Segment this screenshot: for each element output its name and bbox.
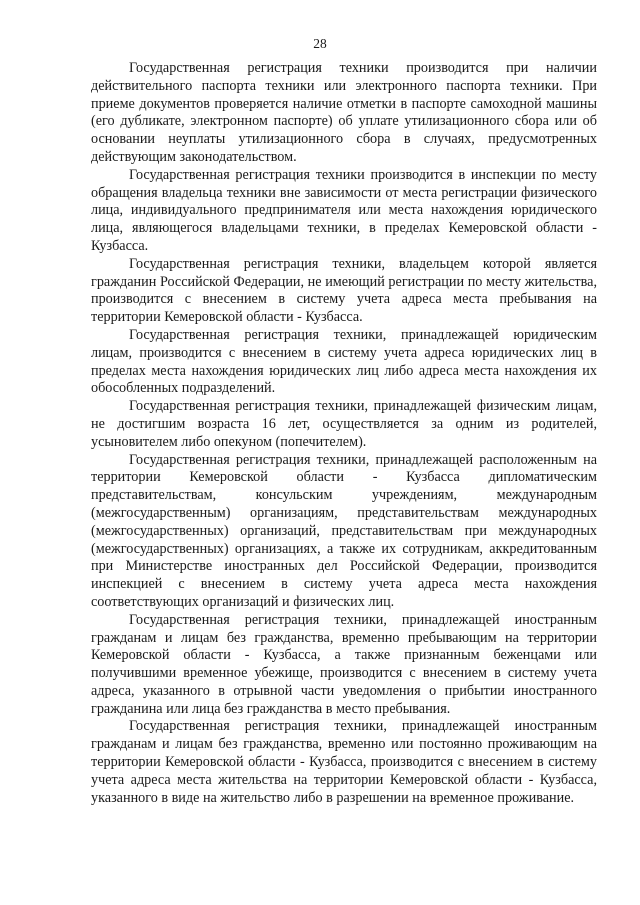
paragraph-resident-foreigners: Государственная регистрация техники, принадлежащей иностранным гражданам и лицам без гражданства, временно или постоянно проживающим на территории Кемеровской области - Кузбасса, производится с внесением в систему учета адреса места жительства на территории Кемеровской области - Кузбасса, указанного в виде на жительство либо в разрешении на временное проживание. — [91, 718, 597, 806]
paragraph-inspection-location: Государственная регистрация техники производится в инспекции по месту обращения владельца техники вне зависимости от места регистрации физического лица, индивидуального предпринимателя или места нахождения юридического лица, являющегося владельцами техники, в пределах Кемеровской области - Кузбасса. — [91, 166, 597, 254]
paragraph-temporary-foreigners: Государственная регистрация техники, принадлежащей иностранным гражданам и лицам без гражданства, временно пребывающим на территории Кемеровской области - Кузбасса, а также признанным беженцами или получившими временное убежище, производится с внесением в систему учета адреса, указанного в отрывной части уведомления о прибытии иностранного гражданина или лица без гражданства в место пребывания. — [91, 611, 597, 717]
paragraph-minors: Государственная регистрация техники, принадлежащей физическим лицам, не достигшим возраста 16 лет, осуществляется за одним из родителей, усыновителем либо опекуном (попечителем). — [91, 398, 597, 450]
document-body — [91, 60, 597, 807]
paragraph-diplomatic-missions: Государственная регистрация техники, принадлежащей расположенным на территории Кемеровской области - Кузбасса дипломатическим представительствам, консульским учреждениям, международным (межгосударственным) организациям, представительствам международных (межгосударственных) организаций, представительствам при международных (межгосударственных) организациях, а также их сотрудникам, аккредитованным при Министерстве иностранных дел Российской Федерации, производится инспекцией с внесением в систему учета адреса места нахождения соответствующих организаций и физических лиц. — [91, 451, 597, 610]
paragraph-legal-entities: Государственная регистрация техники, принадлежащей юридическим лицам, производится с внесением в систему учета адреса юридических лиц в пределах места нахождения юридических лиц либо адреса места нахождения их обособленных подразделений. — [91, 326, 597, 397]
page-number: 28 — [313, 36, 327, 51]
paragraph-no-residence-registration: Государственная регистрация техники, владельцем которой является гражданин Российской Федерации, не имеющий регистрации по месту жительства, производится с внесением в систему учета адреса места пребывания на территории Кемеровской области - Кузбасса. — [91, 255, 597, 326]
paragraph-passport-requirement: Государственная регистрация техники производится при наличии действительного паспорта техники или электронного паспорта техники. При приеме документов проверяется наличие отметки в паспорте самоходной машины (его дубликате, электронном паспорте) об уплате утилизационного сбора или об основании неуплаты утилизационного сбора в случаях, предусмотренных действующим законодательством. — [91, 60, 597, 165]
